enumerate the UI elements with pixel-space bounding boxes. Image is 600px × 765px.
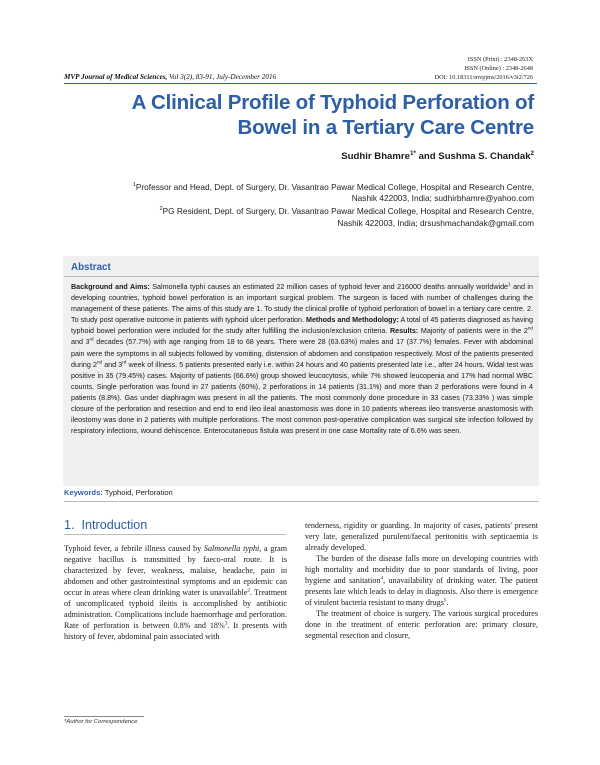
results-text-1: Majority of patients were in the 2 bbox=[418, 327, 528, 336]
p3-a: The burden of the disease falls more on developing countries with high mortality and morbidity due to poor standards of living, poor hygiene and sanitation bbox=[305, 554, 538, 586]
author-list bbox=[341, 151, 534, 162]
footnote-rule bbox=[64, 716, 144, 717]
aims-text: Salmonella typhi causes an estimated 22 million cases of typhoid fever and 216000 deaths annually worldwide bbox=[149, 283, 509, 291]
intro-heading: 1. Introduction bbox=[64, 518, 148, 532]
keywords-label: Keywords: bbox=[64, 488, 103, 497]
author-2: Sushma S. Chandak bbox=[438, 151, 531, 162]
affil-2-sup: 2 bbox=[159, 206, 163, 213]
footnote: *Author for Correspondence bbox=[64, 719, 138, 725]
issn-online: ISSN (Online) : 2348-2648 bbox=[464, 64, 533, 72]
results-text-2: and 3 bbox=[71, 338, 90, 347]
author-2-sup: 2 bbox=[530, 149, 534, 157]
affiliation-1 bbox=[94, 182, 534, 204]
intro-paragraph-2: tenderness, rigidity or guarding. In majority of cases, patients' present very late, generalized purulent/faecal peritonitis with septicaemia is already developed. bbox=[305, 521, 538, 553]
doi: DOI: 10.18311/mvpjms/2016/v3i2/726 bbox=[434, 73, 533, 81]
p1-c: . Treatment of uncomplicated typhoid ileitis is accomplished by antibiotic administration. Complications include haemorrhage and perforation. Rate of perforation is between 0.8% and 18% bbox=[64, 588, 288, 631]
affil-2-line1: PG Resident, Dept. of Surgery, Dr. Vasantrao Pawar Medical College, Hospital and Research Centre, bbox=[162, 206, 534, 217]
p1-sup-2: 3 bbox=[224, 620, 228, 627]
p3-c: . bbox=[446, 598, 449, 608]
affiliations bbox=[94, 182, 534, 231]
aims-text-2: and in developing countries, typhoid bowel perforation is an important surgical problem. The surgeon is faced with number of challenges during the management of these patients. The aims of this study are 1. To study the clinical profile of typhoid perforation of bowel in a tertiary care centre. 2. To study post operative outcome in patients with typhoid ulcer perforation. bbox=[71, 283, 533, 325]
intro-paragraph-3 bbox=[305, 553, 538, 608]
intro-column-left bbox=[64, 543, 287, 642]
results-text-4: and 3 bbox=[102, 360, 123, 369]
abstract-body bbox=[71, 282, 533, 437]
results-text-3: decades (57.7%) with age ranging from 18 to 68 years. There were 28 (63.63%) males and 17 (37.7%) females. Fever with abdominal pain were the symptoms in all subjects followed by vomiting, distension of abdomen and constipation respectively. Most of the patients presented during 2 bbox=[71, 338, 534, 369]
methods-text: A total of 45 patients diagnosed as having typhoid bowel perforation were included for the study after fulfilling the inclusion/exclusion criteria. bbox=[71, 316, 533, 336]
header-rule bbox=[64, 83, 537, 84]
p1-b: , a gram negative bacillus is transmitted by faeco-oral route. It is characterized by fever, weakness, malaise, headache, pain in abdomen and other gastrointestinal symptoms and an epidemic can occur in areas where clean drinking water is unavailable bbox=[64, 544, 288, 598]
aims-sup: 1 bbox=[508, 281, 511, 287]
affil-1-line2: Nashik 422003, India; sudhirbhamre@yahoo.com bbox=[351, 193, 534, 204]
title-line-2: Bowel in a Tertiary Care Centre bbox=[237, 116, 534, 139]
intro-paragraph-4: The treatment of choice is surgery. The various surgical procedures done in the treatment of enteric perforation are: primary closure, segmental resection and closure, bbox=[305, 609, 538, 641]
author-1-sup: 1* bbox=[410, 149, 416, 157]
affiliation-2 bbox=[94, 206, 534, 228]
p1-italic: Salmonella typhi bbox=[203, 544, 260, 553]
results-sup-4: rd bbox=[122, 359, 127, 365]
author-1: Sudhir Bhamre bbox=[341, 151, 410, 162]
title-line-1: A Clinical Profile of Typhoid Perforation of bbox=[131, 91, 534, 114]
results-sup-2: rd bbox=[89, 337, 94, 343]
affil-1-line1: Professor and Head, Dept. of Surgery, Dr. Vasantrao Pawar Medical College, Hospital and Research Centre, bbox=[135, 182, 534, 192]
affil-2-line2: Nashik 422003, India; drsushmachandak@gmail.com bbox=[337, 217, 534, 228]
journal-volume: Vol 3(2), 83-91, July-December 2016 bbox=[167, 73, 277, 81]
p1-sup-1: 2 bbox=[247, 587, 250, 594]
issn-print: ISSN (Print) : 2348-263X bbox=[467, 56, 533, 63]
p3-b: , unavailability of drinking water. The patient presents late which leads to delay in diagnosis. Also there is emergence of virulent bacteria resistant to many drugs bbox=[305, 576, 538, 608]
p3-sup-2: 5 bbox=[443, 597, 447, 604]
keywords bbox=[64, 488, 173, 497]
p1-a: Typhoid fever, a febrile illness caused by bbox=[64, 544, 204, 553]
journal-name: MVP Journal of Medical Sciences, bbox=[64, 73, 168, 81]
results-label: Results: bbox=[390, 327, 419, 336]
journal-citation bbox=[64, 73, 276, 81]
p1-d: . It presents with history of fever, abdominal pain associated with bbox=[64, 621, 287, 642]
results-sup-1: nd bbox=[527, 326, 533, 331]
results-sup-3: nd bbox=[96, 359, 103, 365]
intro-rule bbox=[64, 534, 286, 535]
abstract-heading: Abstract bbox=[71, 262, 111, 273]
author-and: and bbox=[415, 151, 439, 162]
affil-1-sup: 1 bbox=[132, 182, 136, 189]
intro-column-right bbox=[305, 520, 538, 642]
results-text-5: week of illness. 5 patients presented early i.e. within 24 hours and 40 patients presented late i.e., after 24 hours. Widal test was positive in 35 (79.45%) cases. Majority of patients (66.6%) group showed leucocytosis, while 7% showed leucopenia and 17% had normal WBC counts. Single perforation was found in 27 patients (60%), 2 perforations in 14 patients (31.1%) and more than 2 perforations were found in 4 patients (8.8%). Gas under diaphragm was present in all the patients. The most commonly done procedure in 33 cases (73.33% ) was simple closure of the perforation and resection and end to end ileo ileal anastomosis was done in 10 patients whereas ileo transverse anastomosis with ileostomy was done in 2 patients with multiple perforations. The most common post-operative complication was surgical site infection followed by respiratory infections, wound dehiscence. Enterocutaneous fistula was present in one case Mortality rate of 6.6% was seen. bbox=[71, 360, 533, 436]
keywords-rule bbox=[64, 501, 539, 502]
abstract-rule bbox=[64, 276, 539, 277]
intro-paragraph-1 bbox=[64, 543, 287, 642]
aims-label: Background and Aims: bbox=[71, 283, 150, 291]
keywords-text: Typhoid, Perforation bbox=[102, 488, 173, 497]
methods-label: Methods and Methodology: bbox=[306, 316, 399, 325]
p3-sup-1: 4 bbox=[380, 575, 384, 582]
issn-block bbox=[435, 56, 533, 83]
article-title bbox=[74, 90, 534, 140]
